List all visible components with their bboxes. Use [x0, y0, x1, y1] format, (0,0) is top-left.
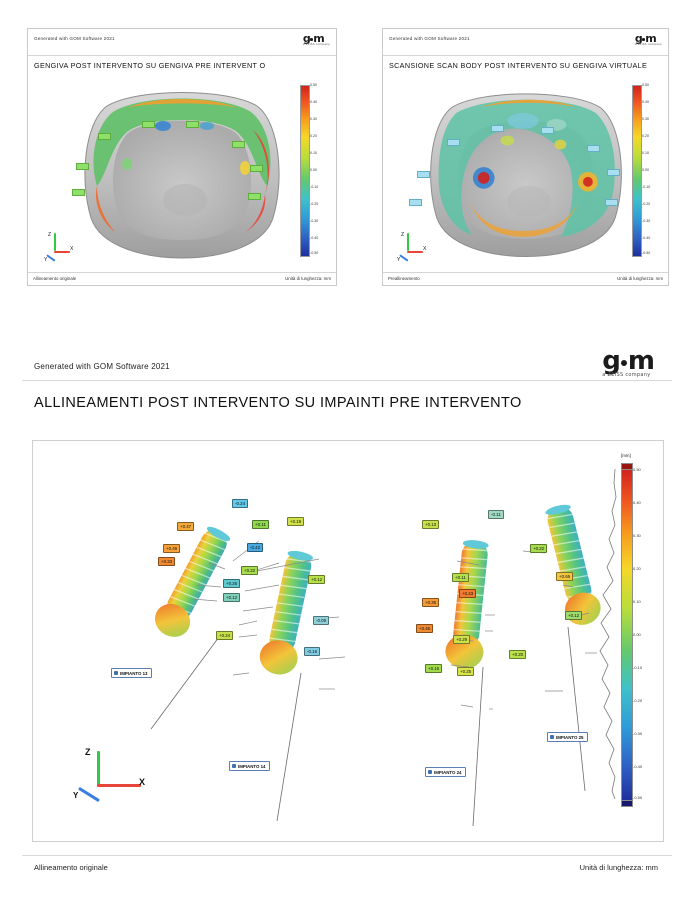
- axis-label-y: Y: [73, 791, 79, 800]
- deviation-label: +0.22: [530, 544, 547, 553]
- deviation-label: -0.24: [232, 499, 248, 508]
- axis-indicator-main: [73, 747, 147, 813]
- callout-tag: [417, 171, 430, 178]
- deviation-label: +0.25: [457, 667, 474, 676]
- deviation-label: +0.22: [241, 566, 258, 575]
- deviation-label: +0.26: [223, 579, 240, 588]
- axis-label-y: Y: [44, 257, 48, 263]
- deviation-label: +0.11: [452, 573, 469, 582]
- deviation-label: +0.43: [459, 589, 476, 598]
- card-header: [28, 29, 336, 56]
- main-report: [22, 346, 672, 882]
- deviation-label: +0.19: [287, 517, 304, 526]
- implant-chip[interactable]: IMPIANTO 14: [229, 761, 270, 771]
- main-footer-alignment: Allineamento originale: [34, 863, 108, 872]
- colorbar-cap-low: [621, 800, 633, 807]
- deviation-label: +0.65: [556, 572, 573, 581]
- card-title: GENGIVA POST INTERVENTO SU GENGIVA PRE INTERVENT O: [34, 61, 266, 70]
- deviation-label: -0.09: [313, 616, 329, 625]
- main-title: ALLINEAMENTI POST INTERVENTO SU IMPAINTI PRE INTERVENTO: [34, 395, 522, 411]
- implant-chip[interactable]: IMPIANTO 25: [547, 732, 588, 742]
- deviation-label: +0.20: [509, 650, 526, 659]
- deviation-label: +0.24: [216, 631, 233, 640]
- deviation-label: +0.12: [565, 611, 582, 620]
- callout-tag: [447, 139, 460, 146]
- axis-label-x: X: [70, 246, 74, 252]
- deviation-label: +0.12: [223, 593, 240, 602]
- deviation-label: +0.36: [422, 598, 439, 607]
- maxilla-model: [67, 82, 297, 262]
- gom-logo: [303, 34, 330, 46]
- footer-unit: Unità di lunghezza: mm: [617, 275, 663, 281]
- gom-logo-main: [602, 346, 654, 379]
- deviation-label: -0.42: [247, 543, 263, 552]
- gom-wordmark: g m: [602, 346, 654, 376]
- gom-logo: [635, 34, 662, 46]
- scanbody-3d-view[interactable]: [391, 73, 661, 271]
- axis-label-y: Y: [397, 257, 401, 263]
- footer-divider: [22, 855, 672, 856]
- colorbar-main-labels: 0.50 0.40 0.30 0.20 0.10 0.00 -0.10 -0.20 -0.30 -0.40 -0.50: [633, 467, 643, 800]
- deviation-label: +0.29: [453, 635, 470, 644]
- deviation-label: +0.46: [416, 624, 433, 633]
- deviation-label: +0.13: [422, 520, 439, 529]
- colorbar-main: [597, 455, 653, 825]
- callout-tag: [186, 121, 199, 128]
- implants-3d-view[interactable]: [32, 440, 664, 842]
- colorbar-gradient: [632, 85, 642, 257]
- callout-tag: [409, 199, 422, 206]
- colorbar-1: [300, 81, 326, 263]
- gingiva-3d-view[interactable]: [36, 73, 328, 271]
- colorbar-2: [632, 81, 658, 263]
- deviation-label: +0.12: [308, 575, 325, 584]
- axis-label-z: Z: [48, 232, 52, 238]
- generated-text-main: Generated with GOM Software 2021: [34, 362, 170, 371]
- callout-tag: [76, 163, 89, 170]
- gom-tagline: a ZEISS company: [602, 372, 651, 379]
- distribution-trace: [597, 469, 621, 799]
- axis-indicator: [397, 233, 427, 263]
- callout-tag: [491, 125, 504, 132]
- footer-alignment: Allineamento originale: [33, 275, 77, 281]
- callout-tag: [607, 169, 620, 176]
- callout-tag: [605, 199, 618, 206]
- card-footer: [28, 272, 336, 285]
- axis-label-z: Z: [85, 747, 91, 757]
- colorbar-gradient-main: [621, 469, 633, 801]
- gom-tagline: a ZEISS company: [302, 42, 330, 46]
- implant-chip[interactable]: IMPIANTO 13: [111, 668, 152, 678]
- axis-label-x: X: [139, 777, 146, 787]
- deviation-label: +0.16: [425, 664, 442, 673]
- colorbar-labels: 0.50 0.40 0.30 0.20 0.10 0.00 -0.10 -0.20 -0.30 -0.40 -0.50: [642, 83, 651, 255]
- deviation-label: +0.49: [163, 544, 180, 553]
- deviation-label: +0.33: [158, 557, 175, 566]
- report-card-gingiva: [27, 28, 337, 286]
- generated-text: Generated with GOM Software 2021: [34, 36, 115, 41]
- callout-tag: [248, 193, 261, 200]
- report-card-scanbody: [382, 28, 669, 286]
- main-footer-unit: Unità di lunghezza: mm: [579, 863, 658, 872]
- implant-chip[interactable]: IMPIANTO 24: [425, 767, 466, 777]
- callout-tag: [142, 121, 155, 128]
- card-title: SCANSIONE SCAN BODY POST INTERVENTO SU GENGIVA VIRTUALE: [389, 61, 648, 70]
- colorbar-gradient: [300, 85, 310, 257]
- colorbar-labels: 0.50 0.40 0.30 0.20 0.10 0.00 -0.10 -0.20 -0.30 -0.40 -0.50: [310, 83, 319, 255]
- callout-tag: [98, 133, 111, 140]
- card-header: [383, 29, 668, 56]
- callout-tag: [232, 141, 245, 148]
- callout-tag: [250, 165, 263, 172]
- deviation-label: +0.47: [177, 522, 194, 531]
- gom-wordmark: g m: [634, 32, 656, 45]
- maxilla-model: [413, 82, 639, 262]
- axis-indicator: [44, 233, 74, 263]
- colorbar-unit: [mm]: [621, 453, 631, 458]
- axis-label-x: X: [423, 246, 427, 252]
- gom-wordmark: g m: [302, 32, 324, 45]
- card-footer: [383, 272, 668, 285]
- callout-tag: [587, 145, 600, 152]
- header-divider: [22, 380, 672, 381]
- deviation-label: -0.11: [488, 510, 504, 519]
- deviation-label: +0.11: [252, 520, 269, 529]
- generated-text: Generated with GOM Software 2021: [389, 36, 470, 41]
- gom-tagline: a ZEISS company: [634, 42, 662, 46]
- callout-tag: [541, 127, 554, 134]
- axis-label-z: Z: [401, 232, 405, 238]
- deviation-label: -0.16: [304, 647, 320, 656]
- footer-unit: Unità di lunghezza: mm: [285, 275, 331, 281]
- callout-tag: [72, 189, 85, 196]
- footer-alignment: Preallineamento: [388, 275, 420, 281]
